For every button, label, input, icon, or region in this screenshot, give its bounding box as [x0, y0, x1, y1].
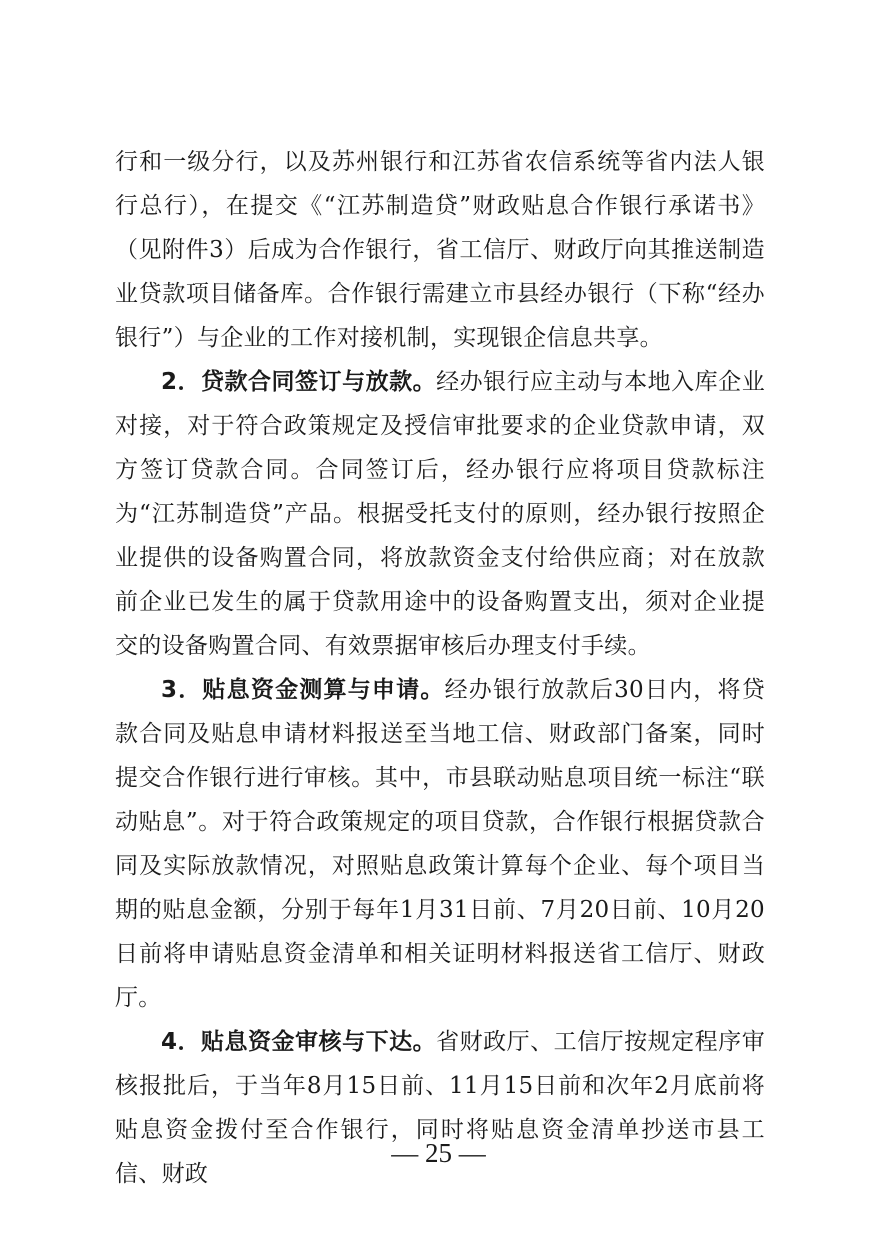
- paragraph-heading: 2．贷款合同签订与放款。: [161, 369, 437, 395]
- body-text: [115, 140, 765, 1196]
- paragraph-continuation: [115, 140, 765, 360]
- page-number: — 25 —: [391, 1138, 486, 1168]
- paragraph-text: 经办银行放款后30日内，将贷款合同及贴息申请材料报送至当地工信、财政部门备案，同时提交合作银行进行审核。其中，市县联动贴息项目统一标注“联动贴息”。对于符合政策规定的项目贷款，合作银行根据贷款合同及实际放款情况，对照贴息政策计算每个企业、每个项目当期的贴息金额，分别于每年1月31日前、7月20日前、10月20日前将申请贴息资金清单和相关证明材料报送省工信厅、财政厅。: [115, 677, 766, 1011]
- paragraph-heading: 4．贴息资金审核与下达。: [161, 1029, 437, 1055]
- paragraph-loan-contract: [115, 360, 765, 668]
- paragraph-subsidy-calculation: [115, 668, 765, 1020]
- paragraph-heading: 3．贴息资金测算与申请。: [161, 677, 445, 703]
- paragraph-text: 行和一级分行，以及苏州银行和江苏省农信系统等省内法人银行总行），在提交《“江苏制造贷”财政贴息合作银行承诺书》（见附件3）后成为合作银行，省工信厅、财政厅向其推送制造业贷款项目储备库。合作银行需建立市县经办银行（下称“经办银行”）与企业的工作对接机制，实现银企信息共享。: [115, 149, 765, 351]
- paragraph-text: 省财政厅、工信厅按规定程序审核报批后，于当年8月15日前、11月15日前和次年2月底前将贴息资金拨付至合作银行，同时将贴息资金清单抄送市县工信、财政: [115, 1029, 765, 1187]
- paragraph-text: 经办银行应主动与本地入库企业对接，对于符合政策规定及授信审批要求的企业贷款申请，双方签订贷款合同。合同签订后，经办银行应将项目贷款标注为“江苏制造贷”产品。根据受托支付的原则，经办银行按照企业提供的设备购置合同，将放款资金支付给供应商；对在放款前企业已发生的属于贷款用途中的设备购置支出，须对企业提交的设备购置合同、有效票据审核后办理支付手续。: [115, 369, 765, 659]
